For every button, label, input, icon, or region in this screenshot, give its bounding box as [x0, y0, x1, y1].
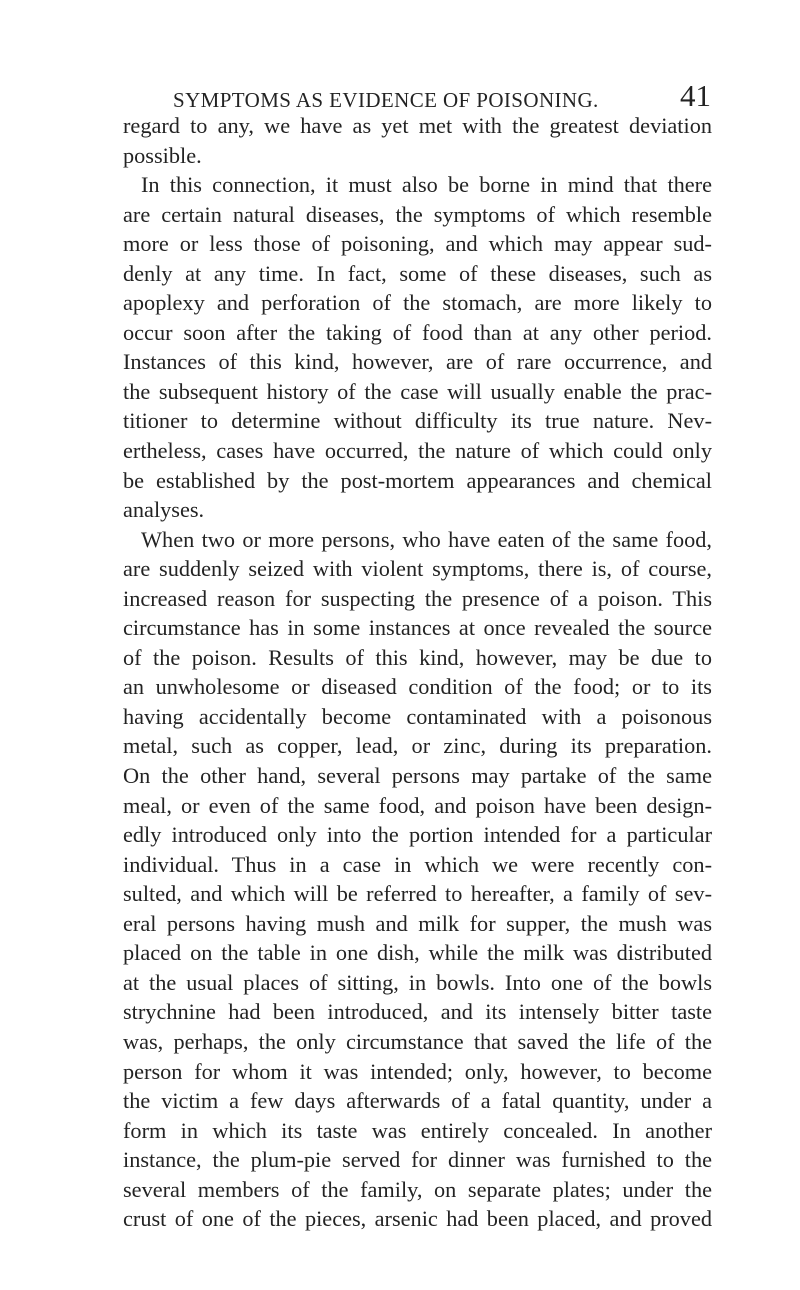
- text-line: an unwholesome or diseased condition of the food; or to its: [123, 674, 712, 700]
- text-line: several members of the family, on separate plates; under the: [123, 1176, 712, 1202]
- text-line: the victim a few days afterwards of a fatal quantity, under a: [123, 1088, 712, 1114]
- text-line: having accidentally become contaminated with a poisonous: [123, 703, 712, 729]
- text-line: ertheless, cases have occurred, the nature of which could only: [123, 438, 712, 464]
- text-line: be established by the post-mortem appearances and chemical: [123, 467, 712, 493]
- text-line: more or less those of poisoning, and which may appear sud-: [123, 231, 712, 257]
- running-title: SYMPTOMS AS EVIDENCE OF POISONING.: [173, 88, 599, 112]
- paragraph-first-line: In this connection, it must also be borne in mind that there: [141, 172, 712, 198]
- text-line: possible.: [123, 142, 202, 168]
- text-line: analyses.: [123, 497, 205, 523]
- page-number: 41: [680, 78, 711, 113]
- text-line: placed on the table in one dish, while the milk was distributed: [123, 940, 712, 966]
- text-line: metal, such as copper, lead, or zinc, during its preparation.: [123, 733, 712, 759]
- text-line: strychnine had been introduced, and its intensely bitter taste: [123, 999, 712, 1025]
- text-line: titioner to determine without difficulty its true nature. Nev-: [123, 408, 712, 434]
- text-line: circumstance has in some instances at once revealed the source: [123, 615, 712, 641]
- text-line: increased reason for suspecting the presence of a poison. This: [123, 585, 712, 611]
- text-line: form in which its taste was entirely concealed. In another: [123, 1117, 712, 1143]
- text-line: crust of one of the pieces, arsenic had been placed, and proved: [123, 1206, 712, 1232]
- running-head: [115, 74, 711, 114]
- text-line: occur soon after the taking of food than at any other period.: [123, 319, 712, 345]
- text-line: was, perhaps, the only circumstance that saved the life of the: [123, 1028, 712, 1054]
- text-line: sulted, and which will be referred to hereafter, a family of sev-: [123, 881, 712, 907]
- text-line: regard to any, we have as yet met with the greatest deviation: [123, 113, 712, 138]
- text-line: person for whom it was intended; only, however, to become: [123, 1058, 712, 1084]
- text-line: meal, or even of the same food, and poison have been design-: [123, 792, 712, 818]
- text-line: Instances of this kind, however, are of rare occurrence, and: [123, 349, 712, 375]
- text-line: edly introduced only into the portion intended for a particular: [123, 822, 712, 848]
- text-line: are certain natural diseases, the symptoms of which resemble: [123, 201, 712, 227]
- text-line: eral persons having mush and milk for supper, the mush was: [123, 910, 712, 936]
- text-line: denly at any time. In fact, some of these diseases, such as: [123, 260, 712, 286]
- text-line: the subsequent history of the case will usually enable the prac-: [123, 378, 712, 404]
- text-line: of the poison. Results of this kind, however, may be due to: [123, 644, 712, 670]
- text-line: instance, the plum-pie served for dinner was furnished to the: [123, 1147, 712, 1173]
- body-text: [123, 111, 712, 1234]
- text-line: individual. Thus in a case in which we were recently con-: [123, 851, 712, 877]
- paragraph-first-line: When two or more persons, who have eaten of the same food,: [141, 526, 712, 552]
- text-line: at the usual places of sitting, in bowls. Into one of the bowls: [123, 969, 712, 995]
- text-line: On the other hand, several persons may partake of the same: [123, 763, 712, 789]
- text-line: are suddenly seized with violent symptoms, there is, of course,: [123, 556, 712, 582]
- text-line: apoplexy and perforation of the stomach, are more likely to: [123, 290, 712, 316]
